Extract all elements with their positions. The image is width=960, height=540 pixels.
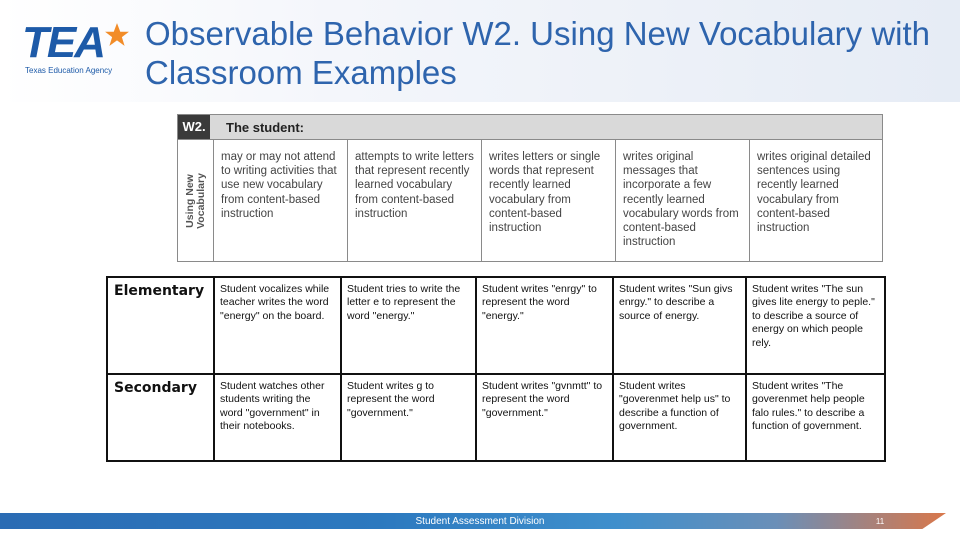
rubric-table <box>177 114 883 262</box>
rubric-side-text: Using New Vocabulary <box>183 172 207 229</box>
table-cell: Student writes "The sun gives lite energy to peple." to describe a source of energy on which people rely. <box>746 277 885 374</box>
footer-division: Student Assessment Division <box>415 516 545 527</box>
table-cell: Student writes "goverenmet help us" to describe a function of government. <box>613 374 746 461</box>
examples-table <box>106 276 886 462</box>
table-cell: Student watches other students writing the word "government" in their notebooks. <box>214 374 341 461</box>
logo-subtitle: Texas Education Agency <box>25 66 113 75</box>
page-title: Observable Behavior W2. Using New Vocabulary with Classroom Examples <box>145 15 931 91</box>
rubric-header <box>178 115 882 140</box>
table-row <box>107 277 885 374</box>
tea-logo <box>22 20 132 76</box>
table-cell: Student writes "gvnmtt" to represent the word "government." <box>476 374 613 461</box>
page-number: 11 <box>875 517 885 526</box>
table-cell: Student writes "The goverenmet help people falo rules." to describe a function of government. <box>746 374 885 461</box>
rubric-code: W2. <box>178 115 210 139</box>
rubric-level-2: attempts to write letters that represent recently learned vocabulary from content-based instruction <box>348 140 482 261</box>
logo-text: TEA <box>22 18 104 67</box>
star-icon <box>104 22 130 48</box>
table-row <box>107 374 885 461</box>
rubric-level-4: writes original messages that incorporate a few recently learned vocabulary words from content-based instruction <box>616 140 750 261</box>
rubric-level-1: may or may not attend to writing activities that use new vocabulary from content-based instruction <box>214 140 348 261</box>
table-cell: Student vocalizes while teacher writes the word "energy" on the board. <box>214 277 341 374</box>
rubric-side-label <box>178 140 214 261</box>
table-cell: Student writes g to represent the word "government." <box>341 374 476 461</box>
table-cell: Student writes "enrgy" to represent the word "energy." <box>476 277 613 374</box>
row-label-elementary: Elementary <box>107 277 214 374</box>
rubric-level-3: writes letters or single words that represent recently learned vocabulary from content-based instruction <box>482 140 616 261</box>
table-cell: Student writes "Sun givs enrgy." to describe a source of energy. <box>613 277 746 374</box>
table-cell: Student tries to write the letter e to represent the word "energy." <box>341 277 476 374</box>
rubric-level-5: writes original detailed sentences using recently learned vocabulary from content-based instruction <box>757 151 871 235</box>
rubric-heading: The student: <box>226 120 304 135</box>
row-label-secondary: Secondary <box>107 374 214 461</box>
